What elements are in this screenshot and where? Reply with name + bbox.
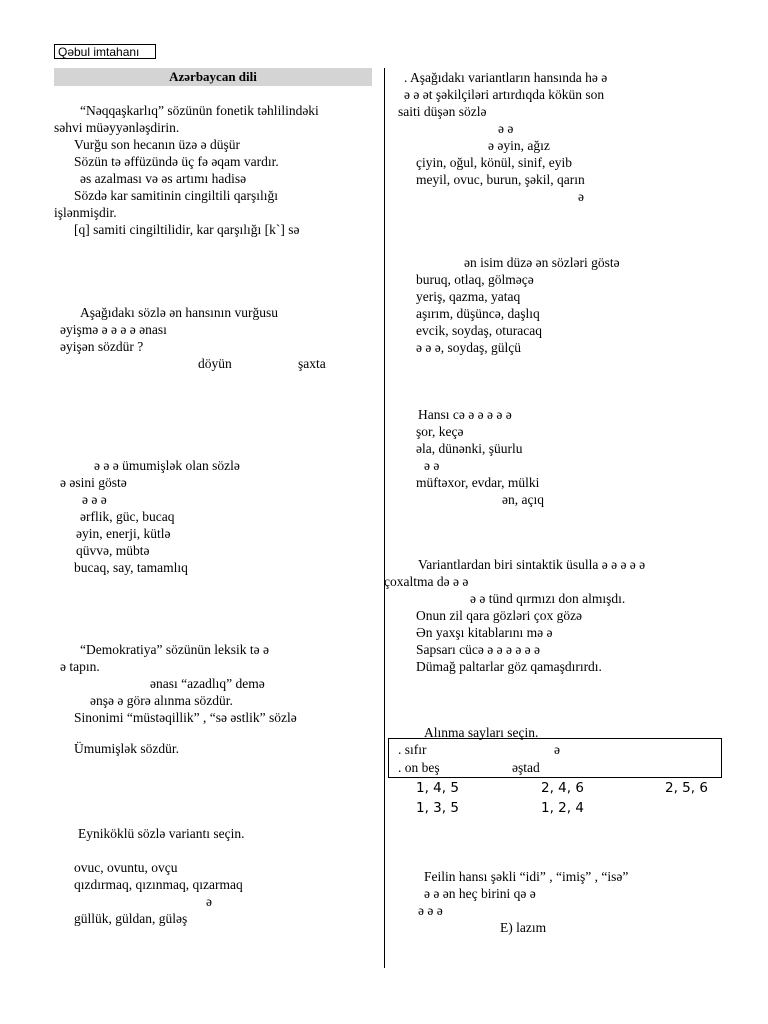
q2-option: döyün	[198, 356, 232, 371]
q5-option: ə	[206, 894, 212, 909]
q6-option: ə əyin, ağız	[488, 138, 550, 153]
q4-option: Sinonimi “müstəqillik” , “sə əstlik” sözlə	[74, 710, 297, 725]
q6-stem-line: saiti düşən sözlə	[398, 104, 487, 119]
q3-option: bucaq, say, tamamlıq	[74, 560, 188, 575]
q10-box-item: . on beş	[398, 760, 440, 775]
q10-box-item: ə	[554, 742, 560, 757]
q2-option: şaxta	[298, 356, 326, 371]
q4-stem-line: “Demokratiya” sözünün leksik tə ə	[80, 642, 269, 657]
q6-option: ə	[578, 189, 584, 204]
q3-option: ərflik, güc, bucaq	[80, 509, 175, 524]
q9-option: Dümağ paltarlar göz qamaşdırırdı.	[416, 659, 602, 674]
q6-option: çiyin, oğul, könül, sinif, eyib	[416, 155, 572, 170]
q1-stem-line: səhvi müəyyənləşdirin.	[54, 120, 180, 135]
q10-box-item: əştad	[512, 760, 540, 775]
q3-option: qüvvə, mübtə	[76, 543, 150, 558]
q7-option: ə ə ə, soydaş, gülçü	[416, 340, 521, 355]
q5-option: qızdırmaq, qızınmaq, qızarmaq	[74, 877, 243, 892]
q3-option: ə ə ə	[82, 492, 107, 507]
q6-stem-line: ə ə ət şəkilçiləri artırdıqda kökün son	[404, 87, 605, 102]
q4-option: ənası “azadlıq” demə	[150, 676, 265, 691]
q7-option: buruq, otlaq, gölməçə	[416, 272, 534, 287]
q10-option: 1, 2, 4	[541, 800, 584, 816]
q1-option: Sözdə kar samitinin cingiltili qarşılığı	[74, 188, 278, 203]
q9-stem-line: Variantlardan biri sintaktik üsulla ə ə ə ə ə	[418, 557, 646, 572]
q1-option: işlənmişdir.	[54, 205, 117, 220]
q8-option: şor, keçə	[416, 424, 464, 439]
q6-option: ə ə	[498, 121, 514, 136]
q2-stem-line: Aşağıdakı sözlə ən hansının vurğusu	[80, 305, 278, 320]
q11-option: ə ə ə	[418, 903, 443, 918]
q3-stem-line: ə ə ə ümumişlək olan sözlə	[94, 458, 240, 473]
q10-box-item: . sıfır	[398, 742, 427, 757]
q9-stem-line: çoxaltma də ə ə	[384, 574, 469, 589]
column-divider	[384, 68, 385, 968]
q10-option: 2, 4, 6	[541, 780, 584, 796]
q9-option: Ən yaxşı kitablarını mə ə	[416, 625, 553, 640]
q1-stem-line: “Nəqqaşkarlıq” sözünün fonetik təhlilindəki	[80, 103, 319, 118]
q10-stem-line: Alınma sayları seçin.	[424, 725, 539, 740]
q8-option: müftəxor, evdar, mülki	[416, 475, 540, 490]
q11-option: ə ə ən heç birini qə ə	[424, 886, 536, 901]
exam-label: Qəbul imtahanı	[54, 44, 156, 59]
q8-option: ə ə	[424, 458, 440, 473]
q7-option: aşırım, düşüncə, daşlıq	[416, 306, 540, 321]
q11-option: E) lazım	[500, 920, 547, 935]
subject-title: Azərbaycan dili	[54, 68, 372, 86]
q8-stem-line: Hansı cə ə ə ə ə ə	[418, 407, 512, 422]
q2-stem-line: əyişmə ə ə ə ə ənası	[60, 322, 167, 337]
q5-option: güllük, güldan, güləş	[74, 911, 188, 926]
q9-option: ə ə tünd qırmızı don almışdı.	[470, 591, 626, 606]
q8-option: əla, dünənki, şüurlu	[416, 441, 523, 456]
q3-stem-line: ə əsini göstə	[60, 475, 127, 490]
q6-option: meyil, ovuc, burun, şəkil, qarın	[416, 172, 585, 187]
q6-stem-line: . Aşağıdakı variantların hansında hə ə	[404, 70, 608, 85]
q7-option: evcik, soydaş, oturacaq	[416, 323, 542, 338]
q9-option: Onun zil qara gözləri çox gözə	[416, 608, 583, 623]
q1-option: əs azalması və əs artımı hadisə	[80, 171, 247, 186]
q10-option: 1, 4, 5	[416, 780, 459, 796]
q2-stem-line: əyişən sözdür ?	[60, 339, 144, 354]
q1-option: Vurğu son hecanın üzə ə düşür	[74, 137, 241, 152]
q5-stem-line: Eyniköklü sözlə variantı seçin.	[78, 826, 245, 841]
q1-option: Sözün tə əffüzündə üç fə əqam vardır.	[74, 154, 279, 169]
q10-option: 2, 5, 6	[665, 780, 708, 796]
q4-stem-line: ə tapın.	[60, 659, 100, 674]
q4-option: ənşə ə görə alınma sözdür.	[90, 693, 233, 708]
q4-option: Ümumişlək sözdür.	[74, 741, 179, 756]
q11-stem-line: Feilin hansı şəkli “idi” , “imiş” , “isə”	[424, 869, 629, 884]
q10-option: 1, 3, 5	[416, 800, 459, 816]
q5-option: ovuc, ovuntu, ovçu	[74, 860, 178, 875]
q3-option: əyin, enerji, kütlə	[76, 526, 171, 541]
q7-option: yeriş, qazma, yataq	[416, 289, 521, 304]
q8-option: ən, açıq	[502, 492, 544, 507]
q9-option: Sapsarı cücə ə ə ə ə ə ə	[416, 642, 541, 657]
q7-stem-line: ən isim düzə ən sözləri göstə	[464, 255, 620, 270]
q1-option: [q] samiti cingiltilidir, kar qarşılığı [k`] sə	[74, 222, 300, 237]
